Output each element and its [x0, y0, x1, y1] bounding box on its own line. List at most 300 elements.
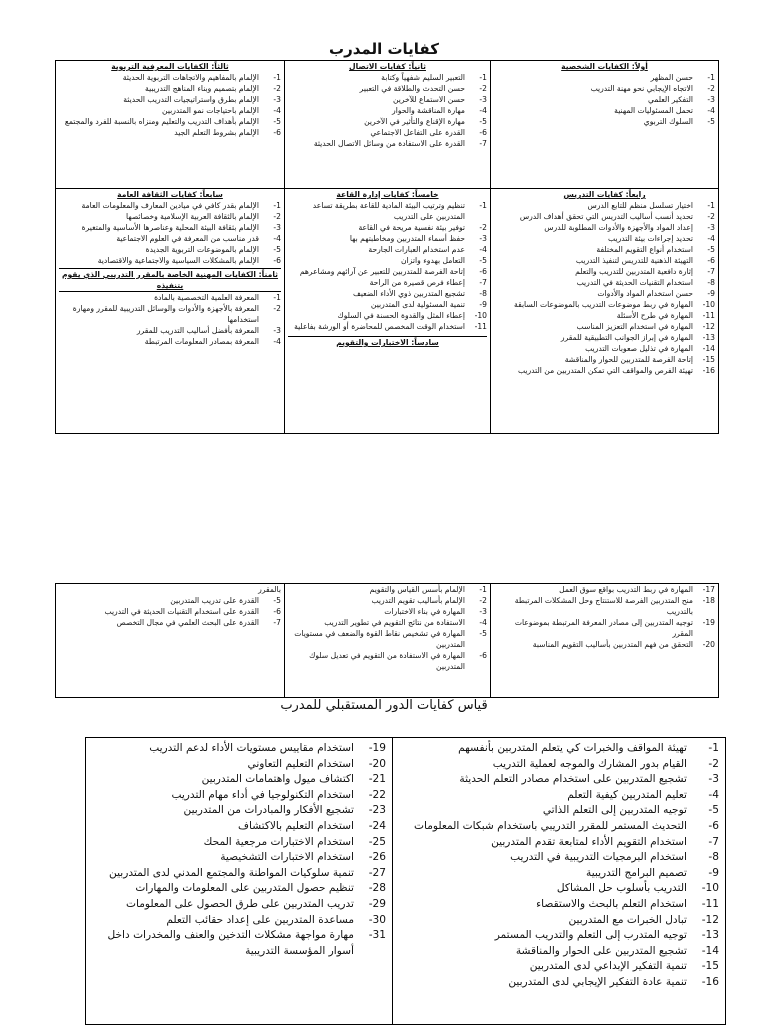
- list-item: [494, 72, 715, 83]
- competencies-table: [55, 60, 719, 434]
- item-number: 3-: [479, 95, 487, 104]
- item-number: 31-: [368, 929, 386, 942]
- item-text: الإلمام بطرق واستراتيجيات التدريب الحديثة: [123, 95, 259, 104]
- list-item: [494, 116, 715, 127]
- item-number: 28-: [368, 882, 386, 895]
- item-number: 1-: [707, 201, 715, 210]
- item-text: استخدام التعلم بالبحث والاستقصاء: [536, 897, 687, 910]
- list-item: [92, 850, 386, 866]
- list-item: [288, 606, 487, 617]
- item-list: [494, 584, 715, 650]
- list-item: [494, 617, 715, 639]
- item-text: السلوك التربوي: [643, 117, 693, 126]
- list-item: [59, 244, 281, 255]
- list-item: [288, 200, 487, 222]
- item-text: إثارة دافعية المتدربين للتدريب والتعلم: [575, 267, 693, 276]
- item-text: الإلمام بثقافة البيئة المحلية وعناصرها الأساسية والمتغيرة: [81, 223, 259, 232]
- section-header: ثانياً: كفايات الاتصال: [349, 62, 426, 71]
- item-number: 10-: [701, 882, 719, 895]
- list-item: [59, 595, 281, 606]
- future-left-column: [86, 738, 393, 1025]
- item-text: تنمية عادة التفكير الإيجابي لدى المتدربين: [508, 975, 687, 988]
- list-item: [288, 105, 487, 116]
- item-number: 1-: [708, 742, 719, 754]
- item-number: 4-: [707, 106, 715, 115]
- item-text: الإلمام بالمفاهيم والاتجاهات التربوية الحديثة: [122, 73, 259, 82]
- section-header: أولاً: الكفايات الشخصية: [561, 62, 648, 71]
- item-number: 3-: [479, 607, 487, 616]
- item-number: 3-: [273, 223, 281, 232]
- future-role-title: قياس كفايات الدور المستقبلي للمدرب: [280, 698, 488, 713]
- item-list: [59, 72, 281, 138]
- list-item: [399, 913, 719, 929]
- section-header: سادساً: الاختبارات والتقويم: [288, 336, 487, 348]
- list-item: [494, 94, 715, 105]
- list-item: [288, 72, 487, 83]
- list-item: [399, 788, 719, 804]
- item-number: 1-: [273, 293, 281, 302]
- item-text: توجيه المتدرب إلى التعلم والتدريب المستمر: [494, 929, 687, 942]
- item-number: 19-: [368, 742, 386, 754]
- item-text: الإلمام بالموضوعات التربوية الجديدة: [145, 245, 259, 254]
- item-number: 1-: [479, 73, 487, 82]
- item-number: 5-: [708, 804, 719, 817]
- item-number: 4-: [273, 337, 281, 346]
- item-text: منح المتدربين الفرصة للاستنتاج وحل المشكلات المرتبطة بالتدريب: [514, 596, 693, 616]
- list-item: [59, 325, 281, 336]
- list-item: [494, 211, 715, 222]
- item-text: استخدام الاختبارات التشخيصية: [220, 851, 354, 864]
- list-item: [288, 299, 487, 310]
- item-text: قدر مناسب من المعرفة في العلوم الاجتماعية: [116, 234, 259, 243]
- communication-competencies-cell: [285, 61, 491, 189]
- list-item: [399, 850, 719, 866]
- item-text: تدريب المتدربين على طرق الحصول على المعلومات: [126, 897, 354, 910]
- item-number: 12-: [701, 913, 719, 926]
- list-item: [399, 881, 719, 897]
- list-item: [59, 83, 281, 94]
- item-number: 22-: [368, 788, 386, 801]
- teaching-competencies-cell: [491, 189, 719, 434]
- item-text: حسن الاستماع للآخرين: [392, 95, 465, 104]
- item-number: 4-: [273, 106, 281, 115]
- list-item: [494, 299, 715, 310]
- list-item: [399, 803, 719, 819]
- item-number: 16-: [702, 366, 715, 375]
- item-text: القدرة على الاستفادة من وسائل الاتصال الحديثة: [313, 139, 465, 148]
- list-item: [288, 116, 487, 127]
- list-item: [494, 266, 715, 277]
- item-text: القدرة على البحث العلمي في مجال التخصص: [116, 618, 259, 627]
- item-number: 6-: [479, 651, 487, 660]
- item-number: 11-: [702, 311, 715, 320]
- item-number: 6-: [707, 256, 715, 265]
- item-text: استخدام التعليم التعاوني: [247, 757, 354, 770]
- section-header: ثالثاً: الكفايات المعرفية التربوية: [111, 62, 229, 71]
- item-list: [494, 200, 715, 376]
- item-list: [494, 72, 715, 127]
- item-text: التحقق من فهم المتدربين بأساليب التقويم المناسبة: [532, 640, 693, 649]
- item-text: الإلمام بشروط التعلم الجيد: [174, 128, 259, 137]
- item-text: عدم استخدام العبارات الجارحة: [368, 245, 465, 254]
- item-number: 11-: [474, 322, 487, 331]
- list-item: [399, 897, 719, 913]
- item-text: استخدام التقويم الأداء لمتابعة تقدم المتدربين: [491, 835, 687, 848]
- item-text: المهارة في تشخيص نقاط القوة والضعف في مستويات المتدربين: [294, 629, 465, 649]
- item-number: 27-: [368, 866, 386, 879]
- item-text: توجيه المتدربين إلى التعلم الذاتي: [542, 804, 687, 817]
- list-item: [59, 127, 281, 138]
- item-number: 7-: [708, 835, 719, 848]
- list-item: [399, 741, 719, 757]
- item-list: [92, 741, 386, 959]
- list-item: [494, 321, 715, 332]
- list-item: [494, 105, 715, 116]
- item-text: إتاحة الفرصة للمتدربين للتعبير عن آرائهم ومشاعرهم: [299, 267, 465, 276]
- list-item: [494, 584, 715, 595]
- item-text: التعامل بهدوء واتزان: [401, 256, 465, 265]
- item-text: المهارة في بناء الاختبارات: [384, 607, 465, 616]
- item-text: مهارة مواجهة مشكلات التدخين والعنف والمخدرات داخل أسوار المؤسسة التدريبية: [107, 929, 354, 957]
- item-text: الإلمام بالثقافة العربية الإسلامية وخصائصها: [126, 212, 259, 221]
- list-item: [288, 138, 487, 149]
- item-text: الاتجاه الإيجابي نحو مهنة التدريب: [590, 84, 693, 93]
- item-text: إتاحة الفرصة للمتدربين للحوار والمناقشة: [564, 355, 693, 364]
- item-number: 7-: [707, 267, 715, 276]
- item-text: المعرفة بأفضل أساليب التدريب للمقرر: [136, 326, 259, 335]
- item-number: 29-: [368, 897, 386, 910]
- item-number: 5-: [273, 596, 281, 605]
- item-number: 6-: [708, 819, 719, 832]
- item-text: المهارة في ربط موضوعات التدريب بالموضوعات السابقة: [514, 300, 693, 309]
- item-number: 17-: [702, 585, 715, 594]
- item-number: 11-: [701, 897, 719, 910]
- list-item: [288, 584, 487, 595]
- item-text: توفير بيئة نفسية مريحة في القاعة: [358, 223, 465, 232]
- item-text: إعطاء فرص قصيرة من الراحة: [369, 278, 465, 287]
- item-text: تنمية المسئولية لدى المتدربين: [370, 300, 465, 309]
- item-text: الإلمام بقدر كافي في ميادين المعارف والمعلومات العامة: [81, 201, 259, 210]
- item-number: 2-: [273, 84, 281, 93]
- item-text: استخدام مقاييس مستويات الأداء لدعم التدريب: [149, 742, 354, 754]
- item-list: [288, 200, 487, 332]
- item-text: استخدام التعليم بالاكتشاف: [237, 819, 354, 832]
- item-text: المعرفة العلمية التخصصية بالمادة: [154, 293, 259, 302]
- item-text: التحديث المستمر للمقرر التدريبي باستخدام شبكات المعلومات: [414, 819, 687, 832]
- item-number: 1-: [273, 201, 281, 210]
- item-number: 7-: [273, 618, 281, 627]
- item-text: استخدام أنواع التقويم المختلفة: [596, 245, 693, 254]
- item-number: 16-: [701, 975, 719, 988]
- item-number: 5-: [273, 245, 281, 254]
- list-item: [59, 292, 281, 303]
- item-number: 3-: [273, 95, 281, 104]
- item-text: حسن التحدث والطلاقة في التعبير: [359, 84, 465, 93]
- professional-continued-cell: [56, 584, 285, 698]
- item-text: تنظيم حصول المتدربين على المعلومات والمهارات: [135, 882, 354, 895]
- list-item: [494, 310, 715, 321]
- item-number: 4-: [479, 106, 487, 115]
- item-number: 19-: [702, 618, 715, 627]
- item-number: 4-: [479, 245, 487, 254]
- section-header: ثامناً: الكفايات المهنية الخاصة بالمقرر التدريبي الذي يقوم بتنفيذه: [59, 268, 281, 292]
- future-right-column: [393, 738, 726, 1025]
- list-item: [59, 255, 281, 266]
- list-item: [288, 255, 487, 266]
- list-item: [399, 819, 719, 835]
- list-item: [494, 354, 715, 365]
- item-text: تشجيع الأفكار والمبادرات من المتدربين: [183, 804, 354, 817]
- list-item: [288, 277, 487, 288]
- item-number: 3-: [479, 234, 487, 243]
- list-item: [288, 310, 487, 321]
- item-text: حفظ أسماء المتدربين ومخاطبتهم بها: [349, 234, 465, 243]
- item-number: 4-: [707, 234, 715, 243]
- item-number: 3-: [707, 223, 715, 232]
- list-item: [399, 928, 719, 944]
- list-item: [288, 628, 487, 650]
- list-item: [494, 365, 715, 376]
- list-item: [399, 944, 719, 960]
- list-item: [59, 617, 281, 628]
- item-number: 8-: [708, 851, 719, 864]
- list-item: [59, 303, 281, 325]
- item-number: 4-: [273, 234, 281, 243]
- item-text: تشجيع المتدربين على استخدام مصادر التعلم الحديثة: [459, 773, 687, 786]
- list-item: [494, 277, 715, 288]
- item-number: 3-: [708, 773, 719, 786]
- testing-evaluation-cell: [285, 584, 491, 698]
- item-text: الإلمام بأهداف التدريب والتعليم ومنزاه بالنسبة للفرد والمجتمع: [64, 117, 259, 126]
- item-text: اكتشاف ميول واهتمامات المتدربين: [201, 773, 354, 786]
- item-text: توجيه المتدربين إلى مصادر المعرفة المرتبطة بموضوعات المقرر: [514, 618, 693, 638]
- item-number: 1-: [707, 73, 715, 82]
- list-item: [59, 233, 281, 244]
- item-number: 18-: [702, 596, 715, 605]
- list-item: [288, 222, 487, 233]
- list-item: [399, 975, 719, 991]
- item-number: 9-: [708, 866, 719, 879]
- continuation-table: [55, 583, 719, 698]
- item-number: 12-: [702, 322, 715, 331]
- personal-competencies-cell: [491, 61, 719, 189]
- list-item: [59, 336, 281, 347]
- list-item: [92, 835, 386, 851]
- item-number: 4-: [479, 618, 487, 627]
- list-item: [494, 595, 715, 617]
- item-number: 8-: [479, 289, 487, 298]
- item-text: تعليم المتدربين كيفية التعلم: [567, 788, 687, 801]
- list-item: [288, 233, 487, 244]
- item-number: 5-: [479, 629, 487, 638]
- item-number: 5-: [273, 117, 281, 126]
- item-text: مهارة المناقشة والحوار: [392, 106, 465, 115]
- list-item: [92, 819, 386, 835]
- item-text: تبادل الخبرات مع المتدربين: [568, 913, 687, 926]
- list-item: [288, 127, 487, 138]
- list-item: [92, 741, 386, 757]
- item-text: استخدام التكنولوجيا في أداء مهام التدريب: [171, 788, 354, 801]
- item-list: [59, 292, 281, 347]
- item-text: المهارة في إبراز الجوانب التطبيقية للمقرر: [560, 333, 693, 342]
- list-item: [494, 332, 715, 343]
- page-title: كفايات المدرب: [329, 40, 439, 58]
- list-item: [59, 72, 281, 83]
- list-item: [288, 288, 487, 299]
- list-item: [288, 244, 487, 255]
- item-text: المعرفة بالأجهزة والأدوات والوسائل التدريبية للمقرر ومهارة استخدامها: [72, 304, 259, 324]
- item-number: 2-: [273, 212, 281, 221]
- item-number: 9-: [479, 300, 487, 309]
- item-text: المهارة في طرح الأسئلة: [616, 311, 693, 320]
- list-item: [399, 959, 719, 975]
- item-text: القيام بدور المشارك والموجه لعملية التدريب: [492, 757, 687, 770]
- item-number: 15-: [702, 355, 715, 364]
- item-number: 2-: [707, 84, 715, 93]
- item-text: تنظيم وترتيب البيئة المادية للقاعة بطريقة تساعد المتدربين على التدريب: [312, 201, 465, 221]
- list-item: [59, 200, 281, 211]
- item-number: 25-: [368, 835, 386, 848]
- list-item: [399, 835, 719, 851]
- list-item: [494, 255, 715, 266]
- item-list: [288, 584, 487, 672]
- item-number: 2-: [707, 212, 715, 221]
- item-text: اختيار تسلسل منظم للتابع الدرس: [587, 201, 693, 210]
- item-list: [288, 72, 487, 149]
- item-list: [59, 595, 281, 628]
- item-text: تحمل المسئوليات المهنية: [614, 106, 693, 115]
- item-number: 26-: [368, 851, 386, 864]
- item-number: 23-: [368, 804, 386, 817]
- item-number: 24-: [368, 819, 386, 832]
- item-text: المهارة في ربط التدريب بواقع سوق العمل: [559, 585, 693, 594]
- item-text: تحديد إجراءات بيئة التدريب: [608, 234, 693, 243]
- item-number: 7-: [479, 139, 487, 148]
- classroom-management-cell: [285, 189, 491, 434]
- teaching-continued-cell: [491, 584, 719, 698]
- item-number: 5-: [479, 117, 487, 126]
- item-number: 1-: [273, 73, 281, 82]
- item-number: 30-: [368, 913, 386, 926]
- item-text: التهيئة الذهنية للتدريس لتنفيذ التدريب: [575, 256, 693, 265]
- item-number: 13-: [701, 929, 719, 942]
- item-number: 8-: [707, 278, 715, 287]
- item-text: استخدام الوقت المخصص للمحاضرة أو الورشة بفاعلية: [294, 322, 465, 331]
- item-number: 21-: [368, 773, 386, 786]
- item-number: 5-: [479, 256, 487, 265]
- item-text: التفكير العلمي: [648, 95, 693, 104]
- item-number: 13-: [702, 333, 715, 342]
- item-text: تنمية التفكير الإبداعي لدى المتدربين: [529, 960, 687, 973]
- section-header: خامساً: كفايات إدارة القاعة: [336, 190, 439, 199]
- list-item: [59, 94, 281, 105]
- item-text: مهارة الإقناع والتأثير في الآخرين: [364, 117, 465, 126]
- list-item: [288, 595, 487, 606]
- item-number: 4-: [708, 788, 719, 801]
- list-item: [399, 866, 719, 882]
- item-number: 1-: [479, 585, 487, 594]
- item-text: المهارة في استخدام التعزيز المناسب: [576, 322, 693, 331]
- item-number: 6-: [479, 267, 487, 276]
- item-text: تنمية سلوكيات المواطنة والمجتمع المدني لدى المتدربين: [109, 866, 354, 879]
- list-item: [494, 200, 715, 211]
- item-number: 6-: [479, 128, 487, 137]
- item-number: 2-: [708, 757, 719, 770]
- item-number: 20-: [702, 640, 715, 649]
- item-text: الإلمام بتصميم وبناء المناهج التدريبية: [145, 84, 259, 93]
- item-text: الإلمام باحتياجات نمو المتدربين: [162, 106, 259, 115]
- item-text: الإلمام بأساليب تقويم التدريب: [371, 596, 465, 605]
- list-item: [494, 83, 715, 94]
- list-item: [494, 244, 715, 255]
- item-number: 14-: [702, 344, 715, 353]
- item-text: تحديد أنسب أساليب التدريس التي تحقق أهداف الدرس: [519, 212, 693, 221]
- item-number: 20-: [368, 757, 386, 770]
- list-item: [494, 288, 715, 299]
- item-number: 2-: [479, 223, 487, 232]
- item-list: [399, 741, 719, 991]
- item-number: 5-: [707, 245, 715, 254]
- list-item: [59, 606, 281, 617]
- list-item: [92, 772, 386, 788]
- item-number: 2-: [479, 84, 487, 93]
- item-text: حسن استخدام المواد والأدوات: [597, 289, 693, 298]
- list-item: [59, 105, 281, 116]
- list-item: [494, 343, 715, 354]
- list-item: [92, 757, 386, 773]
- item-number: 10-: [702, 300, 715, 309]
- item-text: القدرة على تدريب المتدربين: [170, 596, 259, 605]
- item-text: تصميم البرامج التدريبية: [586, 866, 687, 879]
- item-text: استخدام البرمجيات التدريبية في التدريب: [510, 851, 687, 864]
- list-item: [59, 116, 281, 127]
- item-text: إعداد المواد والأجهزة والأدوات المطلوبة للدرس: [544, 223, 693, 232]
- item-text: التدريب بأسلوب حل المشاكل: [556, 882, 687, 895]
- item-number: 10-: [474, 311, 487, 320]
- item-number: 3-: [273, 326, 281, 335]
- item-text: المهارة في تذليل صعوبات التدريب: [585, 344, 693, 353]
- item-text: الإلمام بأسس القياس والتقويم: [369, 585, 465, 594]
- list-item: [399, 757, 719, 773]
- item-number: 15-: [701, 960, 719, 973]
- list-item: [59, 211, 281, 222]
- general-culture-cell: [56, 189, 285, 434]
- item-text: الإلمام بالمشكلات السياسية والاجتماعية والاقتصادية: [97, 256, 259, 265]
- item-text: الاستفادة من نتائج التقويم في تطوير التدريب: [324, 618, 465, 627]
- item-number: 9-: [707, 289, 715, 298]
- item-number: 6-: [273, 128, 281, 137]
- item-number: 1-: [479, 201, 487, 210]
- item-number: 5-: [707, 117, 715, 126]
- list-item: [59, 222, 281, 233]
- item-text: استخدام التقنيات الحديثة في التدريب: [576, 278, 693, 287]
- item-text: تهيئة الفرص والمواقف التي تمكن المتدربين من التدريب: [517, 366, 693, 375]
- item-number: 7-: [479, 278, 487, 287]
- item-text: إعطاء المثل والقدوة الحسنة في السلوك: [337, 311, 465, 320]
- item-text: القدرة على استخدام التقنيات الحديثة في التدريب: [104, 607, 259, 616]
- item-number: 14-: [701, 944, 719, 957]
- list-item: [494, 222, 715, 233]
- cognitive-competencies-cell: [56, 61, 285, 189]
- list-item: [288, 94, 487, 105]
- item-text: المهارة في الاستفادة من التقويم في تعديل سلوك المتدربين: [309, 651, 465, 671]
- section-header: سابعاً: كفايات الثقافة العامة: [117, 190, 223, 199]
- list-item: [92, 881, 386, 897]
- list-item: [399, 772, 719, 788]
- list-item: [92, 913, 386, 929]
- section-header: رابعاً: كفايات التدريس: [563, 190, 646, 199]
- list-item: [288, 321, 487, 332]
